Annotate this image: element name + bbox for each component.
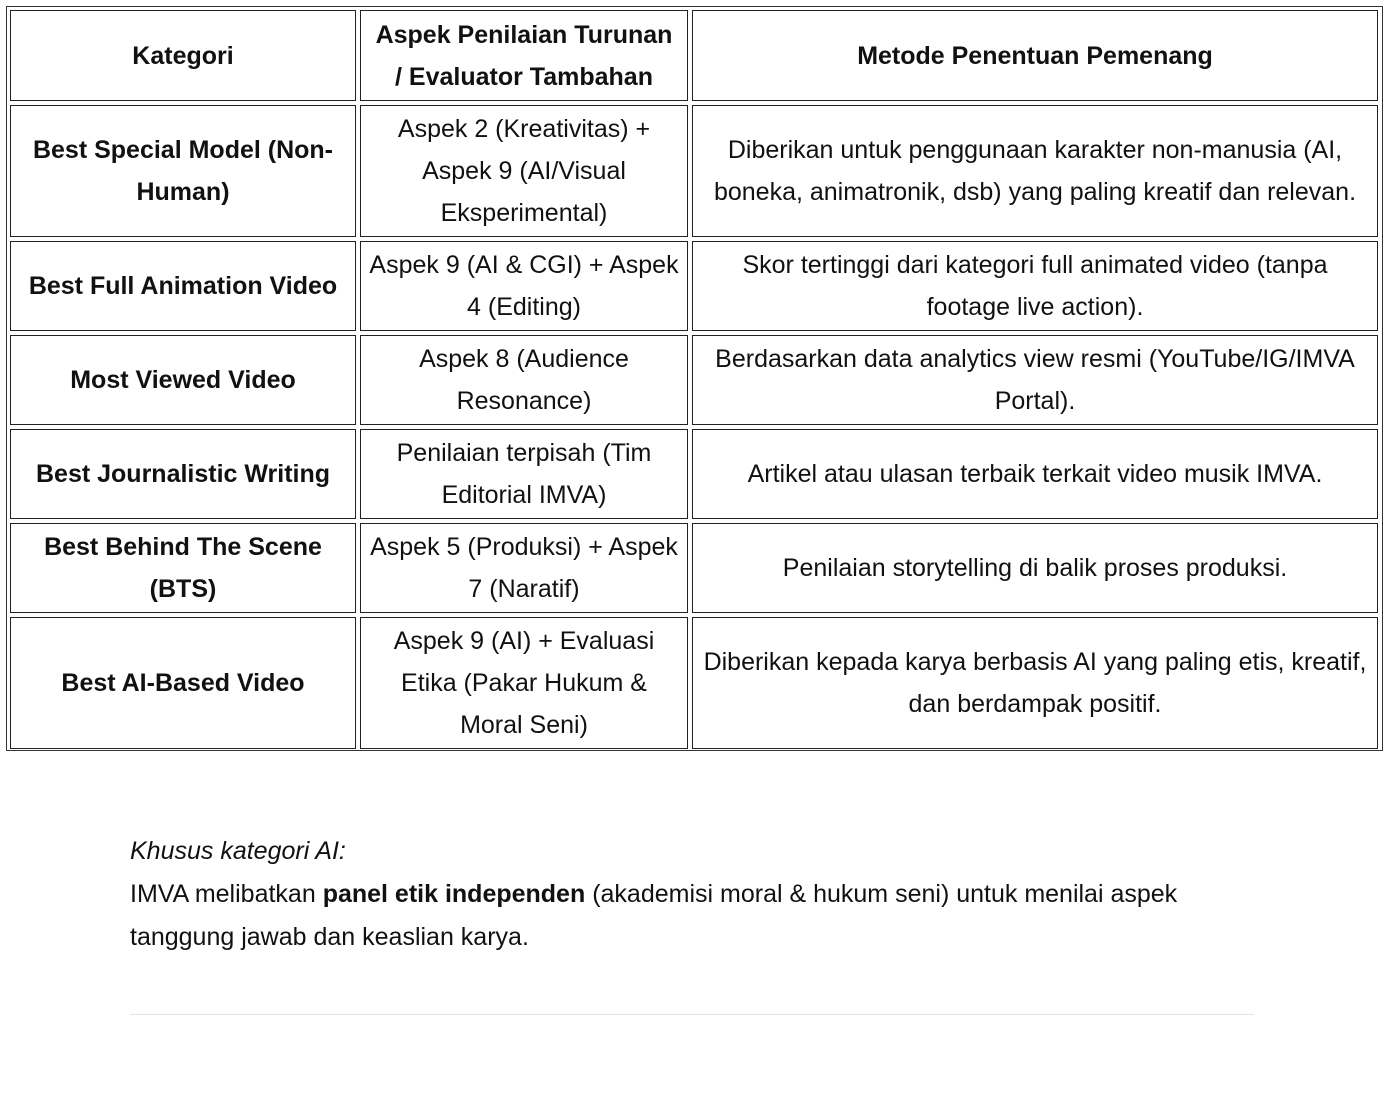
table-row — [10, 617, 1378, 749]
cell-metode: Diberikan kepada karya berbasis AI yang paling etis, kreatif, dan berdampak positif. — [692, 617, 1378, 749]
cell-aspek: Aspek 8 (Audience Resonance) — [360, 335, 688, 425]
ai-category-note — [130, 830, 1260, 959]
horizontal-divider — [130, 1014, 1254, 1015]
cell-aspek: Penilaian terpisah (Tim Editorial IMVA) — [360, 429, 688, 519]
table-header-row — [10, 10, 1378, 101]
table-row — [10, 335, 1378, 425]
cell-aspek: Aspek 9 (AI & CGI) + Aspek 4 (Editing) — [360, 241, 688, 331]
cell-metode: Berdasarkan data analytics view resmi (YouTube/IG/IMVA Portal). — [692, 335, 1378, 425]
cell-metode: Skor tertinggi dari kategori full animated video (tanpa footage live action). — [692, 241, 1378, 331]
cell-kategori: Best Special Model (Non-Human) — [10, 105, 356, 237]
awards-criteria-table — [6, 6, 1382, 753]
table-row — [10, 105, 1378, 237]
table-row — [10, 241, 1378, 331]
table-row — [10, 523, 1378, 613]
note-title: Khusus kategori AI: — [130, 837, 346, 865]
cell-kategori: Most Viewed Video — [10, 335, 356, 425]
cell-kategori: Best Journalistic Writing — [10, 429, 356, 519]
cell-kategori: Best Behind The Scene (BTS) — [10, 523, 356, 613]
cell-kategori: Best AI-Based Video — [10, 617, 356, 749]
header-metode: Metode Penentuan Pemenang — [692, 10, 1378, 101]
table-row — [10, 429, 1378, 519]
cell-metode: Artikel atau ulasan terbaik terkait video musik IMVA. — [692, 429, 1378, 519]
cell-aspek: Aspek 2 (Kreativitas) + Aspek 9 (AI/Visual Eksperimental) — [360, 105, 688, 237]
note-text-bold: panel etik independen — [322, 880, 586, 908]
cell-metode: Diberikan untuk penggunaan karakter non-manusia (AI, boneka, animatronik, dsb) yang paling kreatif dan relevan. — [692, 105, 1378, 237]
cell-kategori: Best Full Animation Video — [10, 241, 356, 331]
cell-aspek: Aspek 9 (AI) + Evaluasi Etika (Pakar Hukum & Moral Seni) — [360, 617, 688, 749]
note-text-before: IMVA melibatkan — [130, 880, 323, 908]
header-aspek: Aspek Penilaian Turunan / Evaluator Tambahan — [360, 10, 688, 101]
header-kategori: Kategori — [10, 10, 356, 101]
note-text-after: (akademisi moral & hukum seni) untuk menilai aspek tanggung jawab dan keaslian karya. — [130, 880, 1178, 951]
cell-aspek: Aspek 5 (Produksi) + Aspek 7 (Naratif) — [360, 523, 688, 613]
awards-table-frame — [6, 6, 1383, 751]
cell-metode: Penilaian storytelling di balik proses produksi. — [692, 523, 1378, 613]
